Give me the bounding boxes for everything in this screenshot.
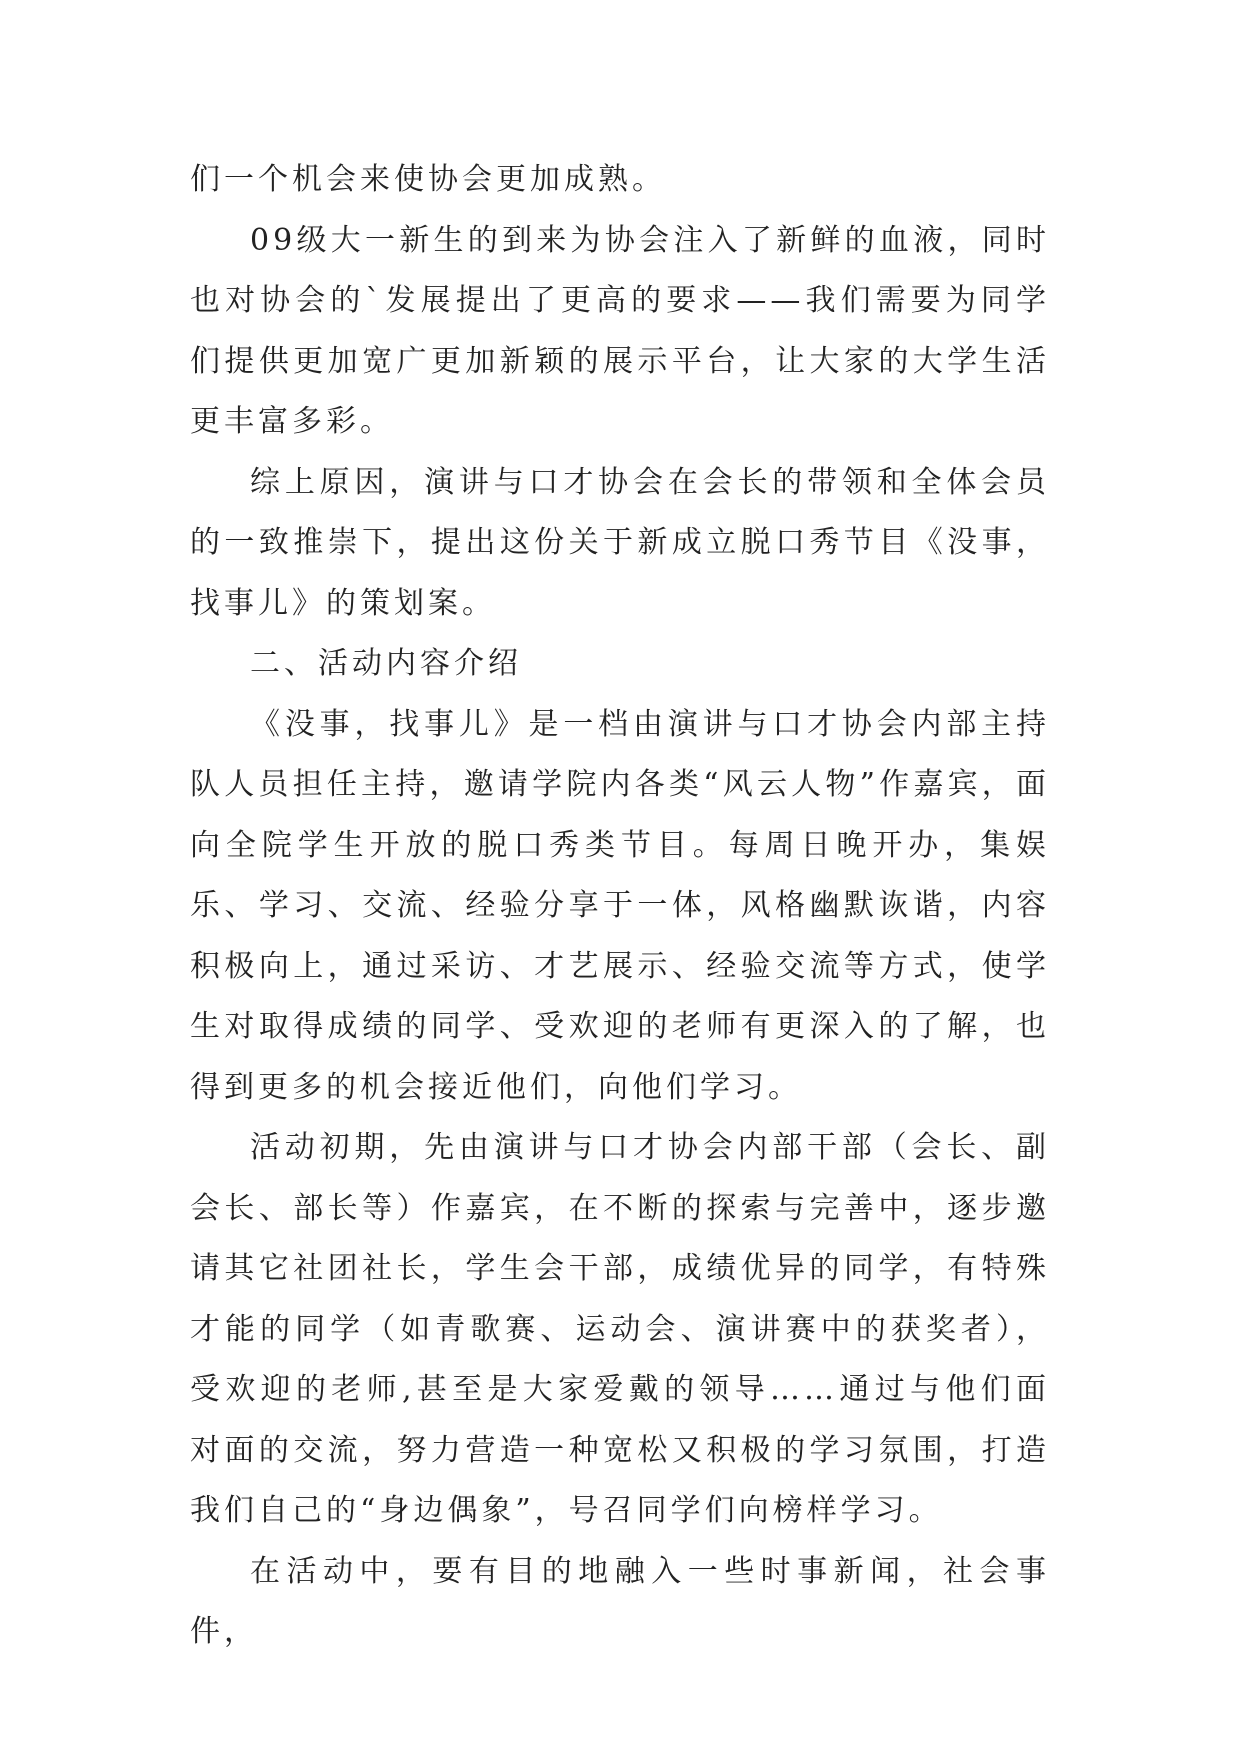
paragraph-show-introduction: 《没事，找事儿》是一档由演讲与口才协会内部主持队人员担任主持，邀请学院内各类“风云人物”作嘉宾，面向全院学生开放的脱口秀类节目。每周日晚开办，集娱乐、学习、交流、经验分享于一体，风格幽默诙谐，内容积极向上，通过采访、才艺展示、经验交流等方式，使学生对取得成绩的同学、受欢迎的老师有更深入的了解，也得到更多的机会接近他们，向他们学习。 xyxy=(190,706,1050,1105)
body-text xyxy=(190,150,1050,1663)
paragraph-new-students: 09级大一新生的到来为协会注入了新鲜的血液，同时也对协会的`发展提出了更高的要求——我们需要为同学们提供更加宽广更加新颖的展示平台，让大家的大学生活更丰富多彩。 xyxy=(190,222,1050,439)
paragraph-continuation: 们一个机会来使协会更加成熟。 xyxy=(190,162,666,197)
paragraph-early-stage: 活动初期，先由演讲与口才协会内部干部（会长、副会长、部长等）作嘉宾，在不断的探索与完善中，逐步邀请其它社团社长，学生会干部，成绩优异的同学，有特殊才能的同学（如青歌赛、运动会、演讲赛中的获奖者），受欢迎的老师,甚至是大家爱戴的领导……通过与他们面对面的交流，努力营造一种宽松又积极的学习氛围，打造我们自己的“身边偶象”，号召同学们向榜样学习。 xyxy=(190,1130,1050,1528)
section-heading-activity-content: 二、活动内容介绍 xyxy=(250,646,522,681)
paragraph-current-events: 在活动中，要有目的地融入一些时事新闻，社会事件， xyxy=(190,1553,1050,1649)
paragraph-summary-reason: 综上原因，演讲与口才协会在会长的带领和全体会员的一致推崇下，提出这份关于新成立脱口秀节目《没事，找事儿》的策划案。 xyxy=(190,464,1050,621)
